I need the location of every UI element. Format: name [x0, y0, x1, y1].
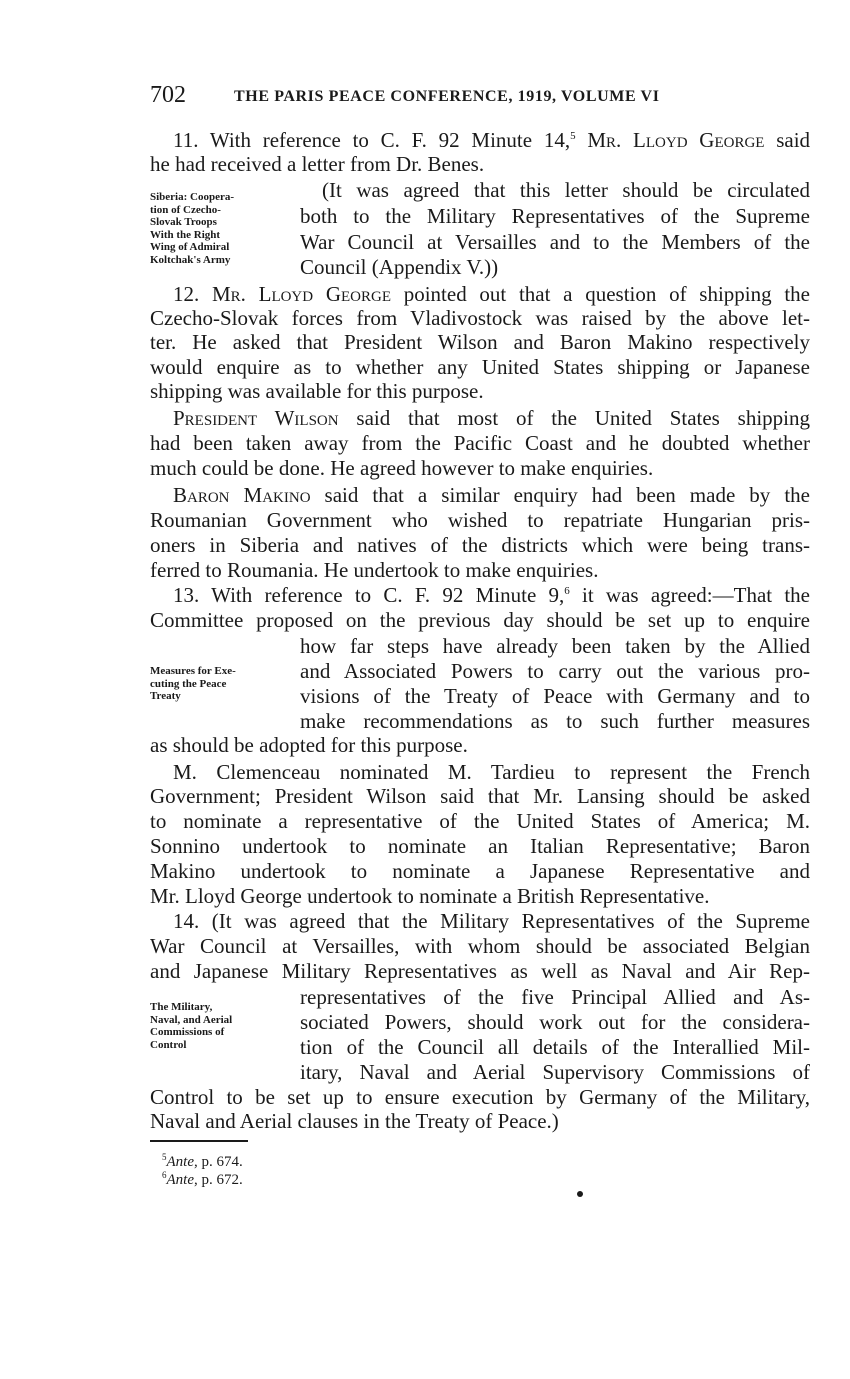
- p13-line-3: how far steps have already been taken by the Allied: [300, 634, 810, 658]
- pw-line-3: much could be done. He agreed however to make enquiries.: [150, 456, 654, 480]
- p13-line-1: 13. With reference to C. F. 92 Minute 9,$^6$ it was agreed:—That the: [173, 583, 810, 607]
- p14-line-2: War Council at Versailles, with whom should be associated Belgian: [150, 934, 810, 958]
- p14-line-5: sociated Powers, should work out for the considera-: [300, 1010, 810, 1034]
- p11-line-4: both to the Military Representatives of the Supreme: [300, 204, 810, 228]
- mc-line-6: Mr. Lloyd George undertook to nominate a British Representative.: [150, 884, 710, 908]
- footnote-ref-6: 6: [564, 585, 570, 597]
- speaker-name: Baron Makino: [173, 483, 311, 507]
- p14-line-9: Naval and Aerial clauses in the Treaty of Peace.): [150, 1109, 559, 1133]
- speaker-name: Mr. Lloyd George: [211, 282, 391, 306]
- p14-line-4: representatives of the five Principal Allied and As-: [300, 985, 810, 1009]
- page-number: 702: [150, 82, 186, 108]
- pw-line-2: had been taken away from the Pacific Coast and he doubted whether: [150, 431, 810, 455]
- speaker-name: President Wilson: [173, 406, 339, 430]
- p14-line-8: Control to be set up to ensure execution by Germany of the Military,: [150, 1085, 810, 1109]
- margin-note-measures: Measures for Exe- cuting the Peace Treaty: [150, 665, 236, 702]
- p11-line-2: he had received a letter from Dr. Benes.: [150, 152, 485, 176]
- running-title: THE PARIS PEACE CONFERENCE, 1919, VOLUME VI: [234, 88, 660, 105]
- p14-line-7: itary, Naval and Aerial Supervisory Commissions of: [300, 1060, 810, 1084]
- footnote-6: $^6$Ante, p. 672.: [162, 1170, 243, 1188]
- bm-line-3: oners in Siberia and natives of the districts which were being trans-: [150, 533, 810, 557]
- p13-line-6: make recommendations as to such further measures: [300, 709, 810, 733]
- p11-line-1: 11. With reference to C. F. 92 Minute 14,$^5$ Mr. Lloyd George said: [173, 128, 811, 152]
- footnote-5: $^5$Ante, p. 674.: [162, 1152, 243, 1170]
- p11-line-3: (It was agreed that this letter should be circulated: [322, 178, 810, 202]
- bm-line-4: ferred to Roumania. He undertook to make enquiries.: [150, 558, 599, 582]
- mc-line-3: to nominate a representative of the United States of America; M.: [150, 809, 810, 833]
- p12-line-1: 12. Mr. Lloyd George pointed out that a question of shipping the: [173, 282, 810, 306]
- speaker-name: Mr. Lloyd George: [587, 128, 765, 152]
- mc-line-4: Sonnino undertook to nominate an Italian Representative; Baron: [150, 834, 810, 858]
- p13-line-7: as should be adopted for this purpose.: [150, 733, 468, 757]
- bm-line-2: Roumanian Government who wished to repatriate Hungarian pris-: [150, 508, 810, 532]
- p12-line-3: ter. He asked that President Wilson and Baron Makino respectively: [150, 330, 810, 354]
- footnote-ref-5: 5: [570, 130, 576, 142]
- mc-line-1: M. Clemenceau nominated M. Tardieu to represent the French: [173, 760, 810, 784]
- bm-line-1: Baron Makino said that a similar enquiry had been made by the: [173, 483, 810, 507]
- page-header: [150, 82, 810, 110]
- mc-line-5: Makino undertook to nominate a Japanese Representative and: [150, 859, 810, 883]
- margin-note-siberia: Siberia: Coopera- tion of Czecho- Slovak Troops With the Right Wing of Admiral Koltchak's Army: [150, 191, 235, 266]
- pw-line-1: President Wilson said that most of the United States shipping: [173, 406, 811, 430]
- p14-line-3: and Japanese Military Representatives as well as Naval and Air Rep-: [150, 959, 810, 983]
- p14-line-6: tion of the Council all details of the Interallied Mil-: [300, 1035, 810, 1059]
- mc-line-2: Government; President Wilson said that Mr. Lansing should be asked: [150, 784, 810, 808]
- p11-line-5: War Council at Versailles and to the Members of the: [300, 230, 810, 254]
- p13-line-4: and Associated Powers to carry out the various pro-: [300, 659, 810, 683]
- p12-line-5: shipping was available for this purpose.: [150, 379, 484, 403]
- print-speck: [577, 1191, 583, 1197]
- p13-line-5: visions of the Treaty of Peace with Germany and to: [300, 684, 810, 708]
- p12-line-2: Czecho-Slovak forces from Vladivostock was raised by the above let-: [150, 306, 810, 330]
- margin-note-commissions: The Military, Naval, and Aerial Commissions of Control: [150, 1001, 233, 1051]
- p12-line-4: would enquire as to whether any United States shipping or Japanese: [150, 355, 810, 379]
- p14-line-1: 14. (It was agreed that the Military Representatives of the Supreme: [173, 909, 810, 933]
- p11-line-6: Council (Appendix V.)): [300, 255, 499, 279]
- footnote-rule: [150, 1140, 248, 1142]
- p13-line-2: Committee proposed on the previous day should be set up to enquire: [150, 608, 810, 632]
